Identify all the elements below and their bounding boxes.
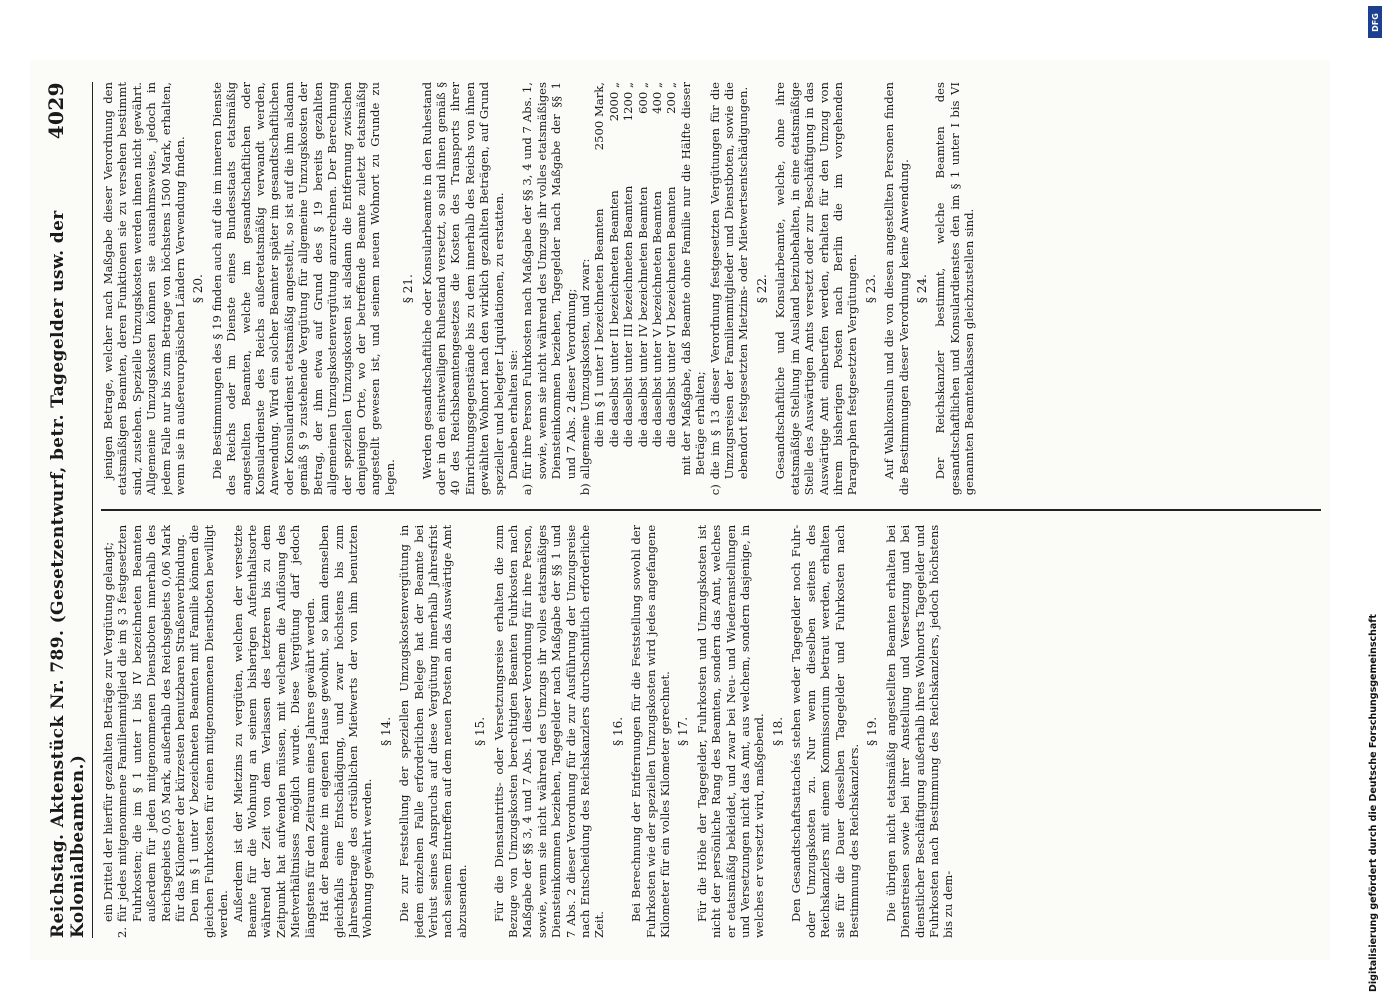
paragraph: Die Bestimmungen des § 19 finden auch auf die im inneren Dienste des Reichs oder im Dienste eines Bundesstaats etatsmäßig angestellten Beamten, welche im gesandtschaftlichen oder Konsulardienste des Reichs außeretatsmäßig verwandt werden, Anwendung. Wird ein solcher Beamter später im gesandtschaftlichen oder Konsulardienst etatsmäßig angestellt, so ist auf die ihm alsdann gemäß § 9 zustehende Vergütung für allgemeine Umzugskosten der Betrag, der ihm etwa auf Grund des § 19 bereits gezahlten allgemeinen Umzugskostenvergütung anzurechnen. Der Berechnung der speziellen Umzugskosten ist alsdann die Entfernung zwischen demjenigen Orte, wo der betreffende Beamte zuletzt etatsmäßig angestellt gewesen ist, und seinem neuen Wohnort zu Grunde zu legen. <box>209 82 397 496</box>
section-heading: § 15. <box>473 716 488 746</box>
section-heading: § 23. <box>863 274 878 304</box>
list-item <box>578 82 592 495</box>
allowance-amount: 400 „ <box>650 82 665 114</box>
allowance-amount: 600 „ <box>635 82 650 114</box>
section-heading: § 16. <box>610 716 625 746</box>
allowance-row <box>664 82 678 495</box>
list-item-label: a) <box>520 483 535 496</box>
paragraph: Hat der Beamte im eigenen Hause gewohnt, so kann demselben gleichfalls eine Entschädigung, und zwar höchstens bis zum Jahresbetrage des ortsüblichen Mietwerts der von ihm benutzten Wohnung gewährt werden. <box>317 524 375 938</box>
allowance-row <box>650 82 664 495</box>
allowance-recipient: die daselbst unter VI bezeichneten Beamten <box>664 186 679 448</box>
list-item-text: die im § 13 dieser Verordnung festgesetzten Vergütungen für die Umzugsreisen der Familienmitglieder und Dienstboten, sowie die ebendort festgesetzten Mietzins- oder Mietwertsentschädigungen. <box>707 82 751 480</box>
dfg-logo <box>1368 6 1382 38</box>
paragraph: Für die Höhe der Tagegelder, Fuhrkosten und Umzugskosten ist nicht der persönliche Rang des Beamten, sondern das Amt, welches er etatsmäßig bekleidet, und zwar bei Neu- und Wiederanstellungen und Versetzungen nicht das Amt, aus welchem, sondern dasjenige, in welches er versetzt wird, maßgebend. <box>694 524 767 938</box>
paragraph: Auf Wahlkonsuln und die von diesen angestellten Personen finden die Bestimmungen dieser Verordnung keine Anwendung. <box>882 82 911 496</box>
paragraph: Die zur Feststellung der speziellen Umzugskostenvergütung in jedem einzelnen Falle erforderlichen Belege hat der Beamte bei Verlust seines Anspruchs auf diese Vergütung innerhalb Jahresfrist nach seinem Eintreffen auf dem neuen Posten an das Auswärtige Amt abzusenden. <box>397 524 469 938</box>
allowance-amount: 1200 „ <box>621 82 636 122</box>
list-item-label: 2. <box>115 926 130 938</box>
paragraph: mit der Maßgabe, daß Beamte ohne Familie nur die Hälfte dieser Beträge erhalten; <box>678 82 708 476</box>
section-heading: § 17. <box>676 716 691 746</box>
paragraph: Bei Berechnung der Entfernungen für die Feststellung sowohl der Fuhrkosten wie der speziellen Umzugskosten wird jedes angefangene Kilometer für ein volles Kilometer gerechnet. <box>629 524 673 938</box>
allowance-recipient: die daselbst unter III bezeichneten Beamten <box>621 185 636 448</box>
page-header <box>44 82 93 938</box>
allowance-recipient: die daselbst unter IV bezeichneten Beamten <box>635 186 650 448</box>
list-item-label: c) <box>707 484 722 496</box>
column-divider <box>101 509 1321 511</box>
list-item <box>115 525 187 938</box>
digitization-note: Digitalisierung gefördert durch die Deutsche Forschungsgemeinschaft <box>1368 614 1379 992</box>
section-heading: § 14. <box>378 716 393 746</box>
allowance-amount: 2500 Mark, <box>592 82 607 151</box>
allowance-row <box>636 82 650 495</box>
section-heading: § 19. <box>865 716 880 746</box>
list-item-label: b) <box>578 483 592 496</box>
paragraph: Werden gesandtschaftliche oder Konsularbeamte in den Ruhestand oder in den einstweiligen Ruhestand versetzt, so sind ihnen gemäß § 40 des Reichsbeamtengesetzes die Kosten des Transports ihrer Einrichtungsgegenstände bis zu dem innerhalb des Reichs von ihnen gewählten Wohnort nach den wirklich gezahlten Beträgen, auf Grund spezieller und belegter Liquidationen, zu erstatten. <box>419 82 506 496</box>
section-heading: § 21. <box>401 274 416 304</box>
page-number: 4029 <box>44 82 68 140</box>
paragraph: Die übrigen nicht etatsmäßig angestellten Beamten erhalten bei Dienstreisen sowie bei ihrer Anstellung und Versetzung und bei dienstlicher Beschäftigung außerhalb ihres Wohnorts Tagegelder und Fuhrkosten nach Bestimmung des Reichskanzlers, jedoch höchstens bis zu dem- <box>883 524 956 938</box>
list-item-text: allgemeine Umzugskosten, und zwar: <box>578 258 592 480</box>
page-title: Reichstag. Aktenstück Nr. 789. (Gesetzentwurf, betr. Tagegelder usw. der Kolonialbeamten.) <box>48 210 88 938</box>
allowance-recipient: die daselbst unter II bezeichneten Beamten <box>606 190 621 448</box>
paragraph: jenigen Betrage, welcher nach Maßgabe dieser Verordnung den etatsmäßigen Beamten, deren Funktionen sie zu versehen bestimmt sind, zustehen. Spezielle Umzugskosten werden ihnen nicht gewährt. Allgemeine Umzugskosten können sie ausnahmsweise, jedoch in jedem Falle nur bis zum Betrage von höchstens 1500 Mark, erhalten, wenn sie in außereuropäischen Ländern Verwendung finden. <box>101 82 188 496</box>
allowance-recipient: die im § 1 unter I bezeichneten Beamten <box>592 208 607 448</box>
paragraph: Daneben erhalten sie: <box>505 349 520 480</box>
paragraph: Den im § 1 unter V bezeichneten Beamten mit Familie können die gleichen Fuhrkosten für einen mitgenommenen Dienstboten bewilligt werden. <box>187 524 231 938</box>
allowance-recipient: die daselbst unter V bezeichneten Beamten <box>650 191 665 448</box>
list-item <box>708 82 751 495</box>
paragraph: Für die Dienstantritts- oder Versetzungsreise erhalten die zum Bezuge von Umzugskosten berechtigten Beamten Fuhrkosten nach Maßgabe der §§ 3, 4 und 7 Abs. 1 dieser Verordnung für ihre Person, sowie, wenn sie nicht während des Umzugs ihr volles etatsmäßiges Diensteinkommen beziehen, Tagegelder nach Maßgabe der §§ 1 und 7 Abs. 2 dieser Verordnung für die zur Ausführung der Umzugsreise nach Entscheidung des Reichskanzlers durchschnittlich erforderliche Zeit. <box>491 524 607 938</box>
section-heading: § 22. <box>754 274 769 304</box>
allowance-row <box>607 82 621 495</box>
list-item-text: für ihre Person Fuhrkosten nach Maßgabe der §§ 3, 4 und 7 Abs. 1, sowie, wenn sie nicht während des Umzugs ihr volles etatsmäßiges Diensteinkommen beziehen, Tagegelder nach Maßgabe der §§ 1 und 7 Abs. 2 dieser Verordnung; <box>520 82 578 480</box>
list-item <box>520 82 578 495</box>
right-column <box>101 82 1321 495</box>
allowance-amount: 200 „ <box>664 82 679 114</box>
paragraph: ein Drittel der hierfür gezahlten Beträge zur Vergütung gelangt; <box>101 542 115 922</box>
paragraph: Außerdem ist der Mietzins zu vergüten, welchen der versetzte Beamte für die Wohnung an seinem bisherigen Aufenthaltsorte während der Zeit von dem Verlassen des letzteren bis zu dem Zeitpunkt hat aufwenden müssen, mit welchem die Auflösung des Mietverhältnisses möglich wurde. Diese Vergütung darf jedoch längstens für den Zeitraum eines Jahres gewährt werden. <box>230 524 317 938</box>
allowance-row <box>621 82 635 495</box>
paragraph: Gesandtschaftliche und Konsularbeamte, welche, ohne ihre etatsmäßige Stellung im Ausland beizubehalten, in eine etatsmäßige Stelle des Auswärtigen Amts versetzt oder zur Beschäftigung in das Auswärtige Amt einberufen werden, erhalten für den Umzug von ihrem bisherigen Posten nach Berlin die im vorgehenden Paragraphen festgesetzten Vergütungen. <box>773 82 860 496</box>
paragraph: Den Gesandtschaftsattachés stehen weder Tagegelder noch Fuhr- oder Umzugskosten zu. Nur wenn dieselben seitens des Reichskanzlers mit einem Kommissorium betraut werden, erhalten sie für die Dauer desselben Tagegelder und Fuhrkosten nach Bestimmung des Reichskanzlers. <box>789 524 861 938</box>
rotated-document-page <box>30 60 1330 960</box>
allowance-row <box>592 82 606 495</box>
text-columns <box>101 82 1321 938</box>
dfg-logo-text: DFG <box>1370 12 1380 32</box>
allowance-amount: 2000 „ <box>606 82 621 122</box>
section-heading: § 24. <box>914 274 929 304</box>
section-heading: § 20. <box>191 274 206 304</box>
section-heading: § 18. <box>770 716 785 746</box>
left-column <box>101 525 1321 938</box>
paragraph: Der Reichskanzler bestimmt, welche Beamten des gesandtschaftlichen und Konsulardienstes den im § 1 unter I bis VI genannten Beamtenklassen gleichzustellen sind. <box>933 82 977 496</box>
list-item-text: für jedes mitgenommene Familienmitglied die im § 3 festgesetzten Fuhrkosten; die im § 1 unter I bis IV bezeichneten Beamten außerdem für jeden mitgenommenen Dienstboten innerhalb des Reichsgebiets 0,05 Mark, außerhalb des Reichsgebiets 0,06 Mark für das Kilometer der kürzesten benutzbaren Straßenverbindung. <box>115 524 188 922</box>
